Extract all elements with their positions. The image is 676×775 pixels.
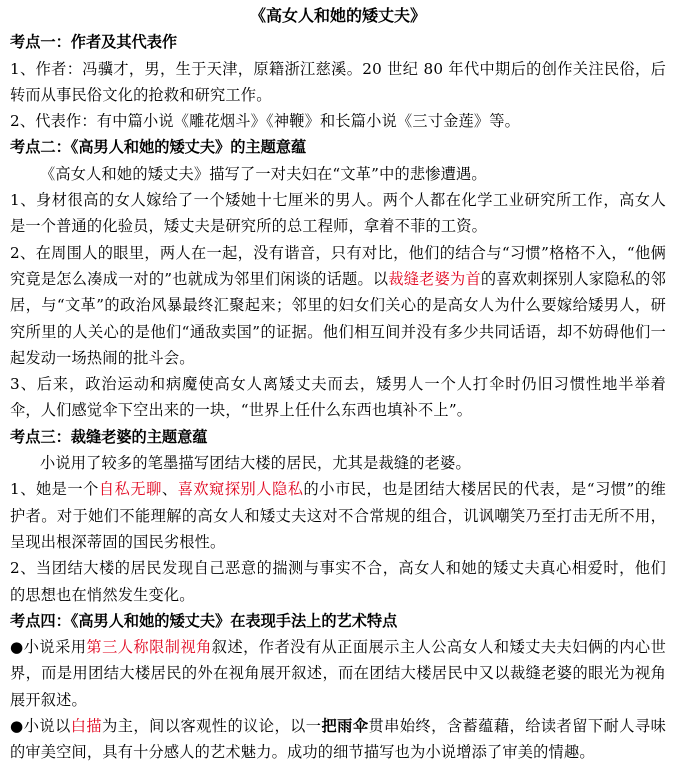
section3-intro: 小说用了较多的笔墨描写团结大楼的居民，尤其是裁缝的老婆。	[40, 454, 471, 473]
section1-heading: 考点一：作者及其代表作	[10, 33, 178, 52]
section2-paragraph-1: 1、身材很高的女人嫁给了一个矮她十七厘米的男人。两个人都在化学工业研究所工作，高女人是一个普通的化验员，矮丈夫是研究所的总工程师，拿着不菲的工资。	[10, 191, 666, 236]
section4-p1-text-a: ●小说采用	[10, 638, 87, 657]
section4-paragraph-2	[10, 713, 666, 766]
section2-paragraph-2	[10, 240, 666, 371]
section1-paragraph-works: 2、代表作：有中篇小说《雕花烟斗》《神鞭》和长篇小说《三寸金莲》等。	[10, 112, 521, 131]
section4-p2-text-a: ●小说以	[10, 717, 71, 736]
section3-p1-text-b: 的小市民，也是团结大楼居民的代表，是“习惯”的维护者。对于她们不能理解的高女人和矮丈夫这对不合常规的组合，讥讽嘲笑乃至打击无所不用，呈现出根深蒂固的国民劣根性。	[10, 480, 666, 551]
section2-heading: 考点二：《高男人和她的矮丈夫》的主题意蕴	[10, 138, 307, 157]
section3-p1-separator: 、	[161, 480, 178, 499]
section2-intro: 《高女人和她的矮丈夫》描写了一对夫妇在“文革”中的悲惨遭遇。	[40, 164, 487, 183]
section2-p2-text-b: 的喜欢刺探别人家隐私的邻居，与“文革”的政治风暴最终汇聚起来；邻里的妇女们关心的是高女人为什么要嫁给矮男人，研究所里的人关心的是他们“通敌卖国”的证据。他们相互间并没有多少共同话语，却不妨碍他们一起发动一场热闹的批斗会。	[10, 269, 666, 367]
section2-p2-highlight: 裁缝老婆为首	[388, 269, 481, 288]
section4-p2-bold: 把雨伞	[321, 717, 369, 736]
section4-p2-text-c: 贯串始终，含蓄蕴藉，给读者留下耐人寻味的审美空间，具有十分感人的艺术魅力。成功的细节描写也为小说增添了审美的情趣。	[10, 717, 666, 762]
document-title: 《高女人和她的矮丈夫》	[249, 6, 426, 25]
section4-p2-highlight: 白描	[70, 717, 103, 736]
section3-p1-highlight-1: 自私无聊	[98, 480, 162, 499]
section3-paragraph-1	[10, 476, 666, 555]
section4-heading: 考点四：《高男人和她的矮丈夫》在表现手法上的艺术特点	[10, 611, 398, 630]
section4-p1-text-b: 叙述，作者没有从正面展示主人公高女人和矮丈夫夫妇俩的内心世界，而是用团结大楼居民的外在视角展开叙述，而在团结大楼居民中又以裁缝老婆的眼光为视角展开叙述。	[10, 638, 666, 709]
section3-heading: 考点三：裁缝老婆的主题意蕴	[10, 427, 208, 446]
section3-p1-highlight-2: 喜欢窥探别人隐私	[177, 480, 304, 499]
section2-p2-text-a: 2、在周围人的眼里，两人在一起，没有谐音，只有对比，他们的结合与“习惯”格格不入，“他俩究竟是怎么凑成一对的”也就成为邻里们闲谈的话题。以	[10, 243, 666, 288]
section1-paragraph-author: 1、作者：冯骥才，男，生于天津，原籍浙江慈溪。20 世纪 80 年代中期后的创作关注民俗，后转而从事民俗文化的抢救和研究工作。	[10, 59, 666, 104]
section2-paragraph-3: 3、后来，政治运动和病魔使高女人离矮丈夫而去，矮男人一个人打伞时仍旧习惯性地半举着伞，人们感觉伞下空出来的一块，“世界上任什么东西也填补不上”。	[10, 375, 666, 420]
section4-p1-highlight: 第三人称限制视角	[86, 638, 212, 657]
section3-p1-text-a: 1、她是一个	[10, 480, 99, 499]
section4-p2-text-b: 为主，间以客观性的议论，以一	[102, 717, 322, 736]
section3-paragraph-2: 2、当团结大楼的居民发现自己恶意的揣测与事实不合，高女人和她的矮丈夫真心相爱时，他们的思想也在悄然发生变化。	[10, 559, 666, 604]
section4-paragraph-1	[10, 634, 666, 713]
